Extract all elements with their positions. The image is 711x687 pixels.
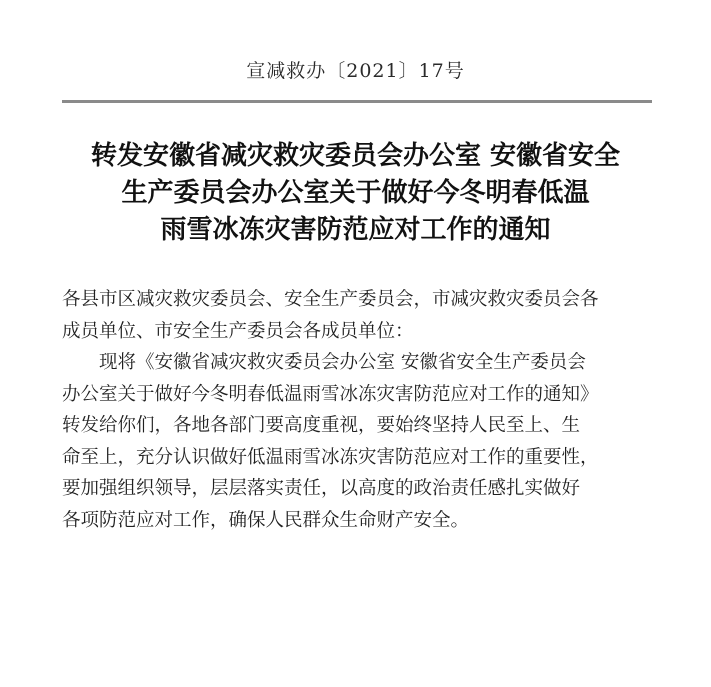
title-line: 雨雪冰冻灾害防范应对工作的通知 <box>160 215 551 245</box>
paragraph-line: 各项防范应对工作，确保人民群众生命财产安全。 <box>62 509 470 531</box>
paragraph-line: 办公室关于做好今冬明春低温雨雪冰冻灾害防范应对工作的通知》 <box>62 383 599 405</box>
document-body <box>62 284 652 536</box>
paragraph-line: 现将《安徽省减灾救灾委员会办公室 安徽省安全生产委员会 <box>99 352 586 373</box>
document-title <box>50 138 661 249</box>
document-number: 宣减救办〔2021〕17号 <box>246 60 465 82</box>
title-line: 生产委员会办公室关于做好今冬明春低温 <box>121 178 590 208</box>
paragraph-line: 命至上，充分认识做好低温雨雪冰冻灾害防范应对工作的重要性， <box>62 446 599 468</box>
paragraph-line: 转发给你们，各地各部门要高度重视，要始终坚持人民至上、生 <box>62 415 581 436</box>
addressee-line: 各县市区减灾救灾委员会、安全生产委员会，市减灾救灾委员会各 <box>62 289 599 310</box>
addressee-line: 成员单位、市安全生产委员会各成员单位： <box>62 320 414 342</box>
header-divider <box>62 100 652 103</box>
title-line: 转发安徽省减灾救灾委员会办公室 安徽省安全 <box>90 141 621 171</box>
main-paragraph <box>62 347 652 536</box>
paragraph-line: 要加强组织领导，层层落实责任，以高度的政治责任感扎实做好 <box>62 478 581 499</box>
addressee <box>62 284 652 347</box>
